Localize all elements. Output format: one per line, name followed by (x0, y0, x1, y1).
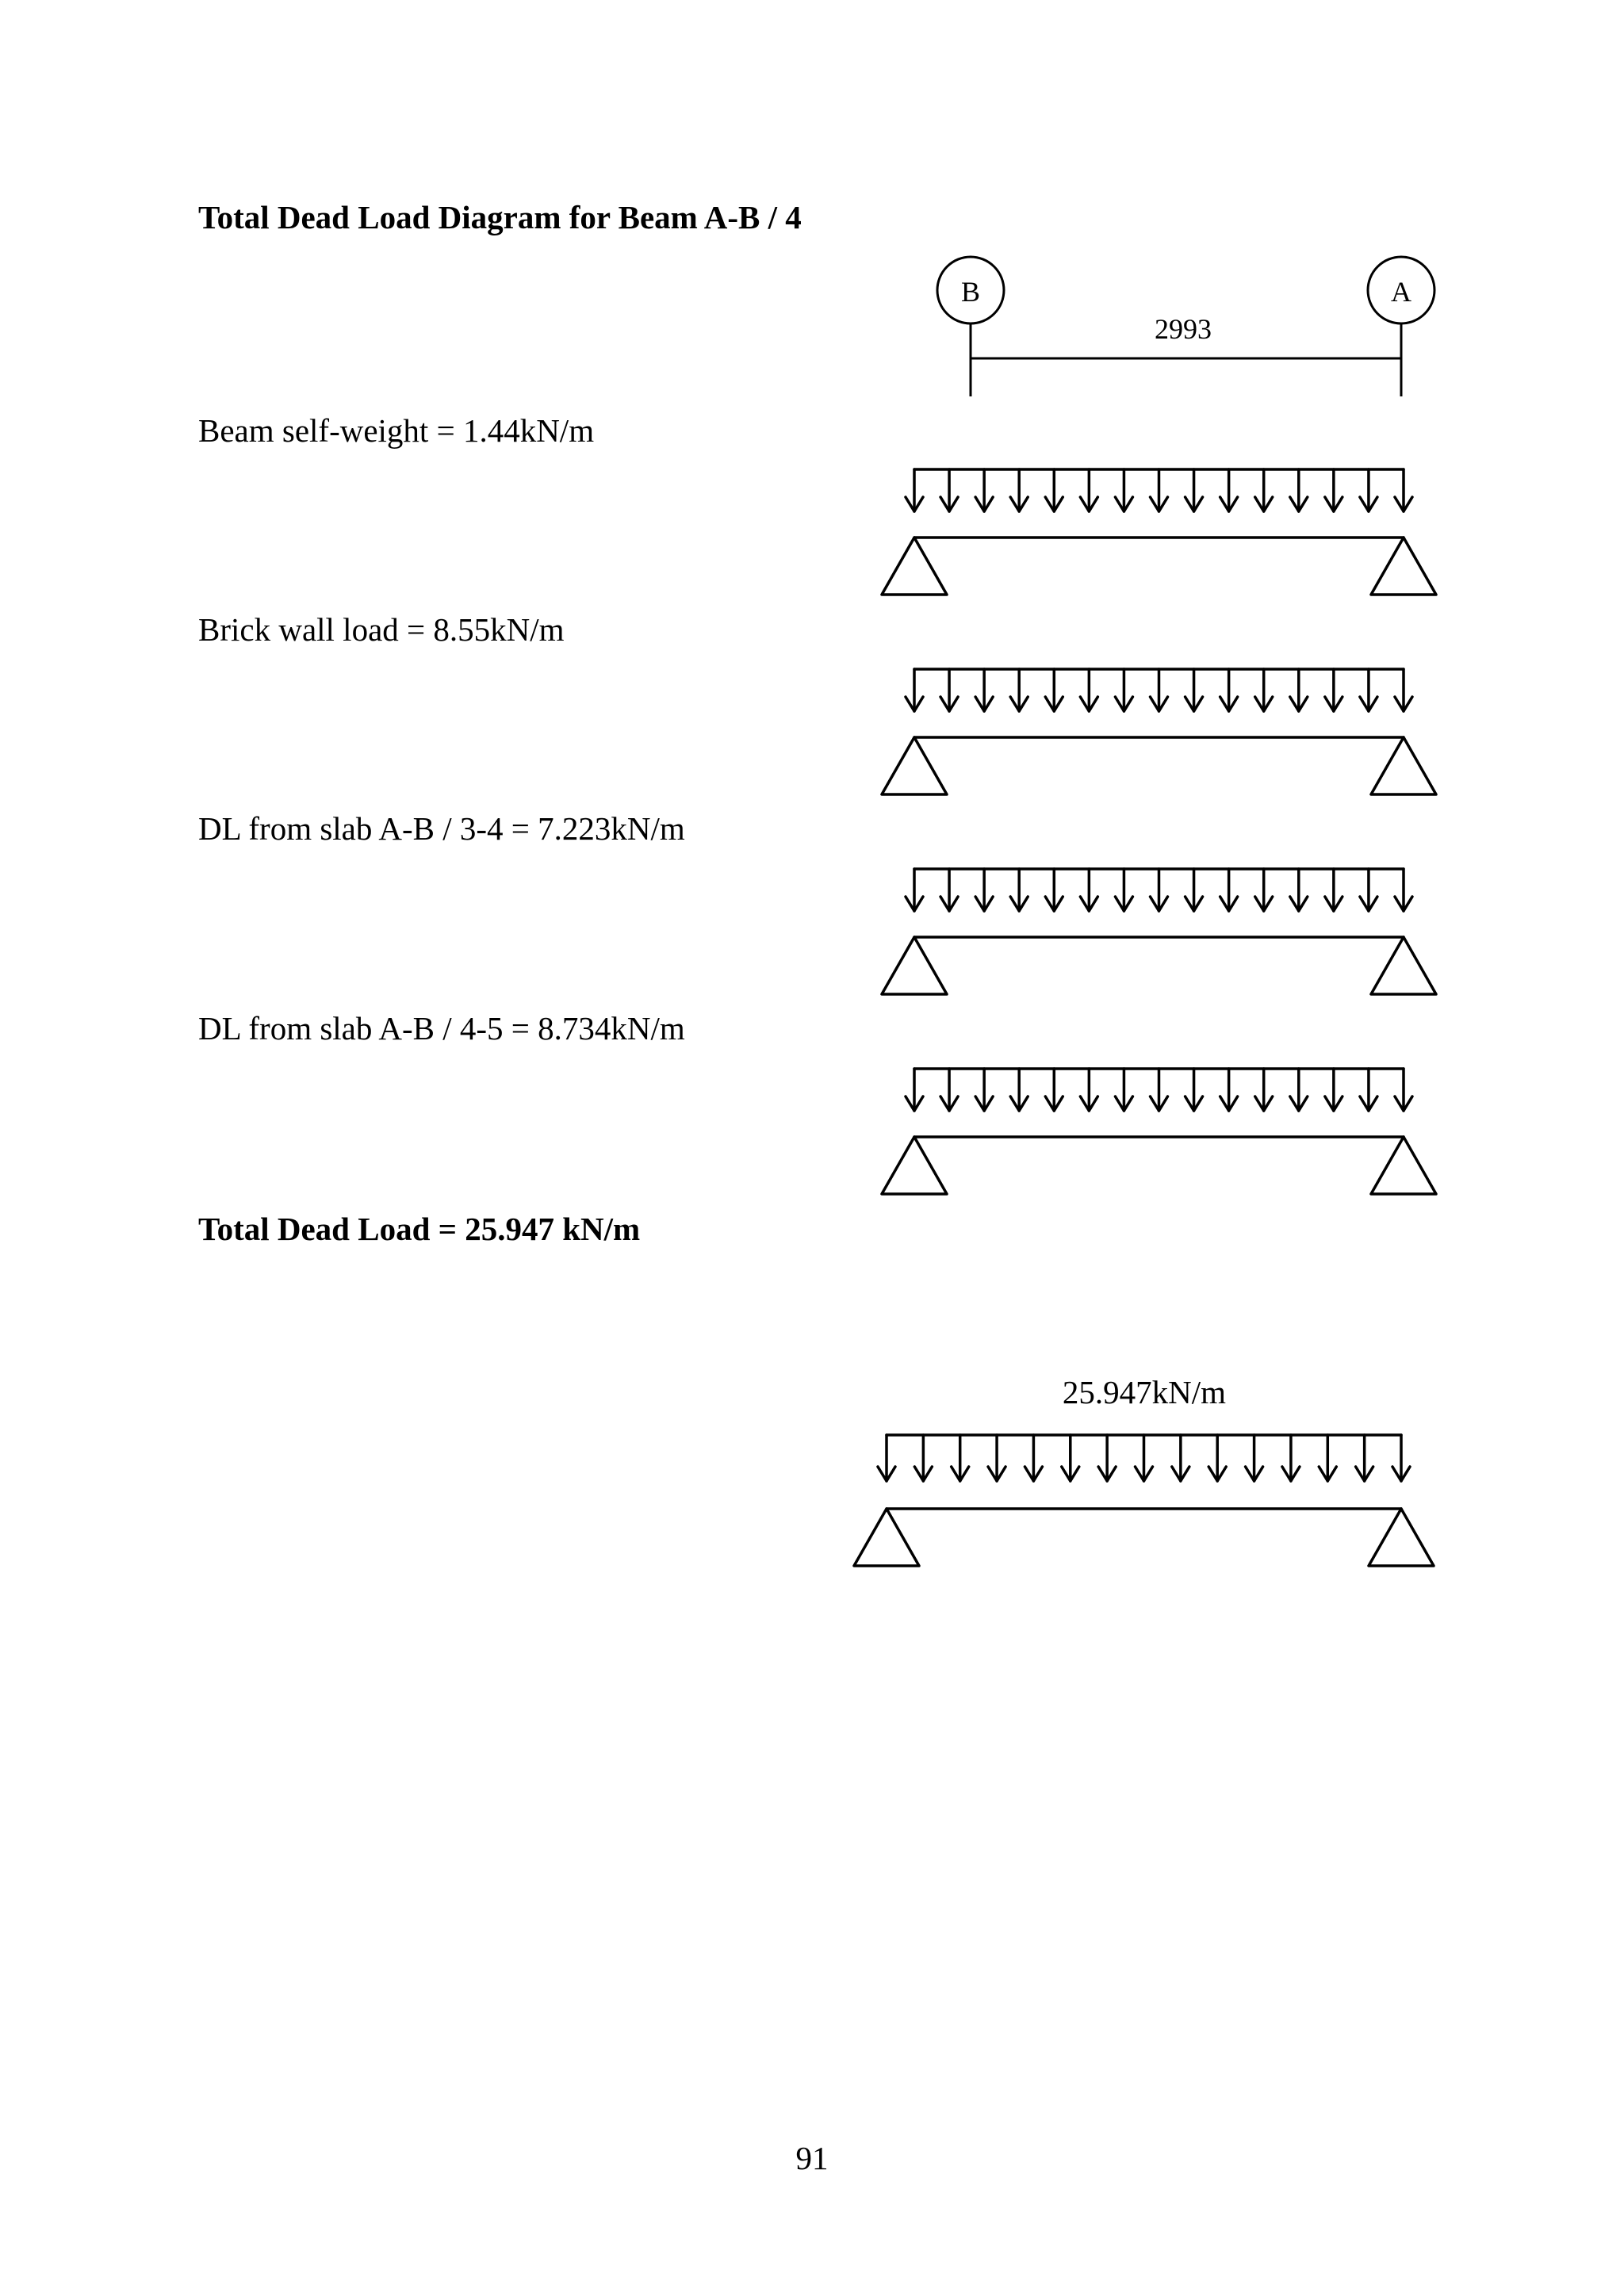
right-support-triangle (1371, 737, 1436, 794)
grid-label-a: A (1391, 276, 1411, 308)
slab-3-4-load-diagram (882, 869, 1436, 994)
grid-label-b: B (960, 276, 981, 308)
right-support-triangle (1369, 1509, 1434, 1566)
slab-4-5-load-diagram (882, 1069, 1436, 1194)
left-support-triangle (854, 1509, 919, 1566)
right-support-triangle (1371, 1137, 1436, 1194)
page-title: Total Dead Load Diagram for Beam A-B / 4 (198, 199, 802, 235)
span-dimension-label: 2993 (1155, 313, 1212, 345)
load-label-beam-self-weight: Beam self-weight = 1.44kN/m (198, 412, 595, 449)
load-label-slab-4-5: DL from slab A-B / 4-5 = 8.734kN/m (198, 1010, 685, 1047)
load-label-brick-wall: Brick wall load = 8.55kN/m (198, 611, 565, 648)
brick-wall-load-diagram (882, 669, 1436, 794)
page-number: 91 (795, 2140, 829, 2176)
left-support-triangle (882, 737, 947, 794)
total-load-diagram (854, 1435, 1434, 1566)
right-support-triangle (1371, 538, 1436, 595)
beam-self-weight-diagram (882, 469, 1436, 595)
left-support-triangle (882, 937, 947, 994)
right-support-triangle (1371, 937, 1436, 994)
total-load-value-label: 25.947kN/m (1062, 1374, 1227, 1410)
total-dead-load-label: Total Dead Load = 25.947 kN/m (198, 1211, 641, 1247)
left-support-triangle (882, 538, 947, 595)
load-label-slab-3-4: DL from slab A-B / 3-4 = 7.223kN/m (198, 810, 685, 847)
left-support-triangle (882, 1137, 947, 1194)
